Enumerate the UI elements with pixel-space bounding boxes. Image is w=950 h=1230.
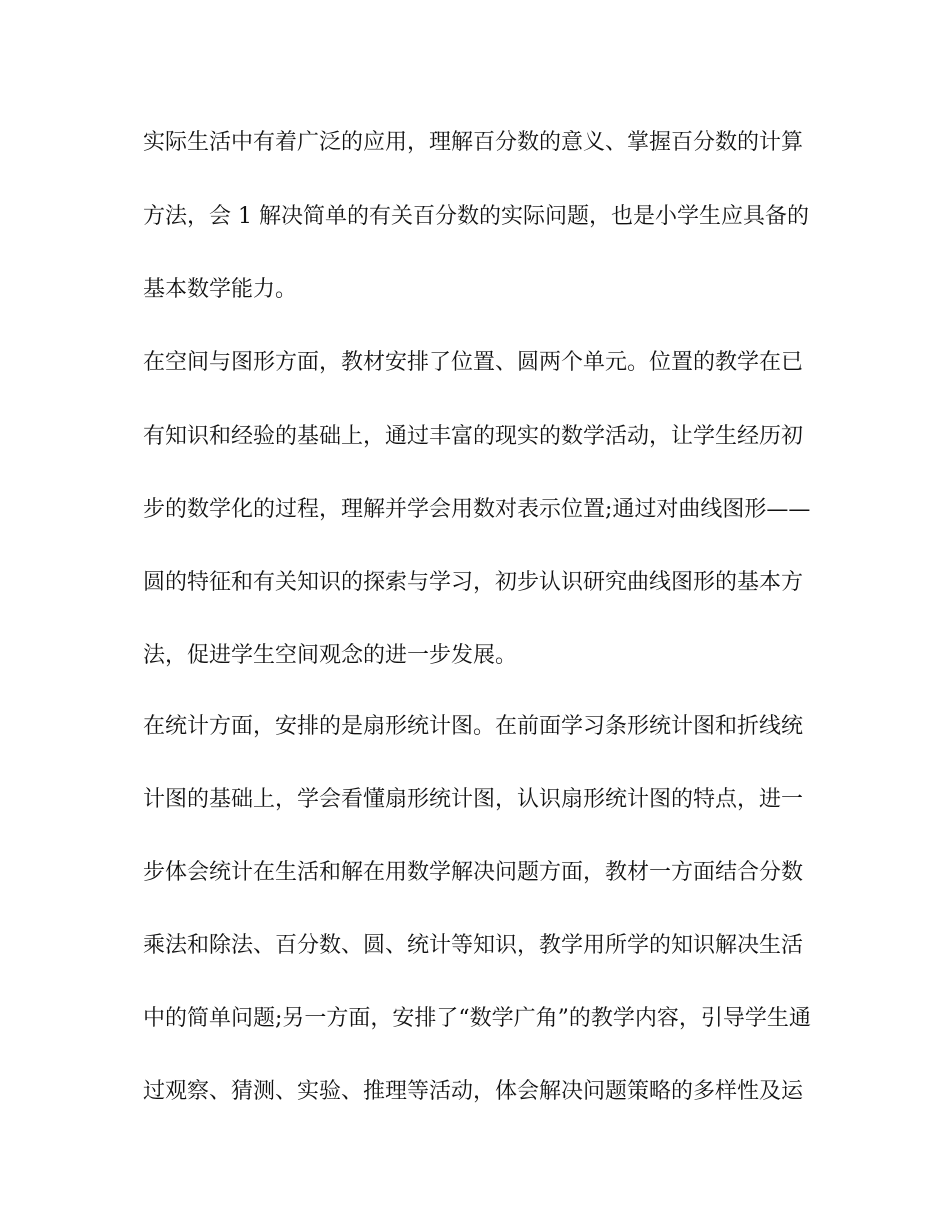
text-line: 基本数学能力。 — [143, 277, 298, 302]
text-line: 步的数学化的过程，理解并学会用数对表示位置;通过对曲线图形—— — [143, 497, 811, 522]
text-line: 步体会统计在生活和解在用数学解决问题方面，教材一方面结合分数 — [143, 860, 804, 885]
text-line: 法，促进学生空间观念的进一步发展。 — [143, 643, 518, 668]
text-line: 乘法和除法、百分数、圆、统计等知识，教学用所学的知识解决生活 — [143, 933, 804, 958]
text-line: 有知识和经验的基础上，通过丰富的现实的数学活动，让学生经历初 — [143, 424, 804, 449]
text-line: 方法，会 1 解决简单的有关百分数的实际问题，也是小学生应具备的 — [143, 204, 809, 229]
text-line: 在统计方面，安排的是扇形统计图。在前面学习条形统计图和折线统 — [143, 714, 804, 739]
text-line: 过观察、猜测、实验、推理等活动，体会解决问题策略的多样性及运 — [143, 1079, 804, 1104]
text-line: 实际生活中有着广泛的应用，理解百分数的意义、掌握百分数的计算 — [143, 130, 804, 155]
text-line: 中的简单问题;另一方面，安排了“数学广角”的教学内容，引导学生通 — [143, 1006, 811, 1031]
text-line: 计图的基础上，学会看懂扇形统计图，认识扇形统计图的特点，进一 — [143, 787, 804, 812]
text-line: 在空间与图形方面，教材安排了位置、圆两个单元。位置的教学在已 — [143, 350, 804, 375]
text-line: 圆的特征和有关知识的探索与学习，初步认识研究曲线图形的基本方 — [143, 570, 804, 595]
